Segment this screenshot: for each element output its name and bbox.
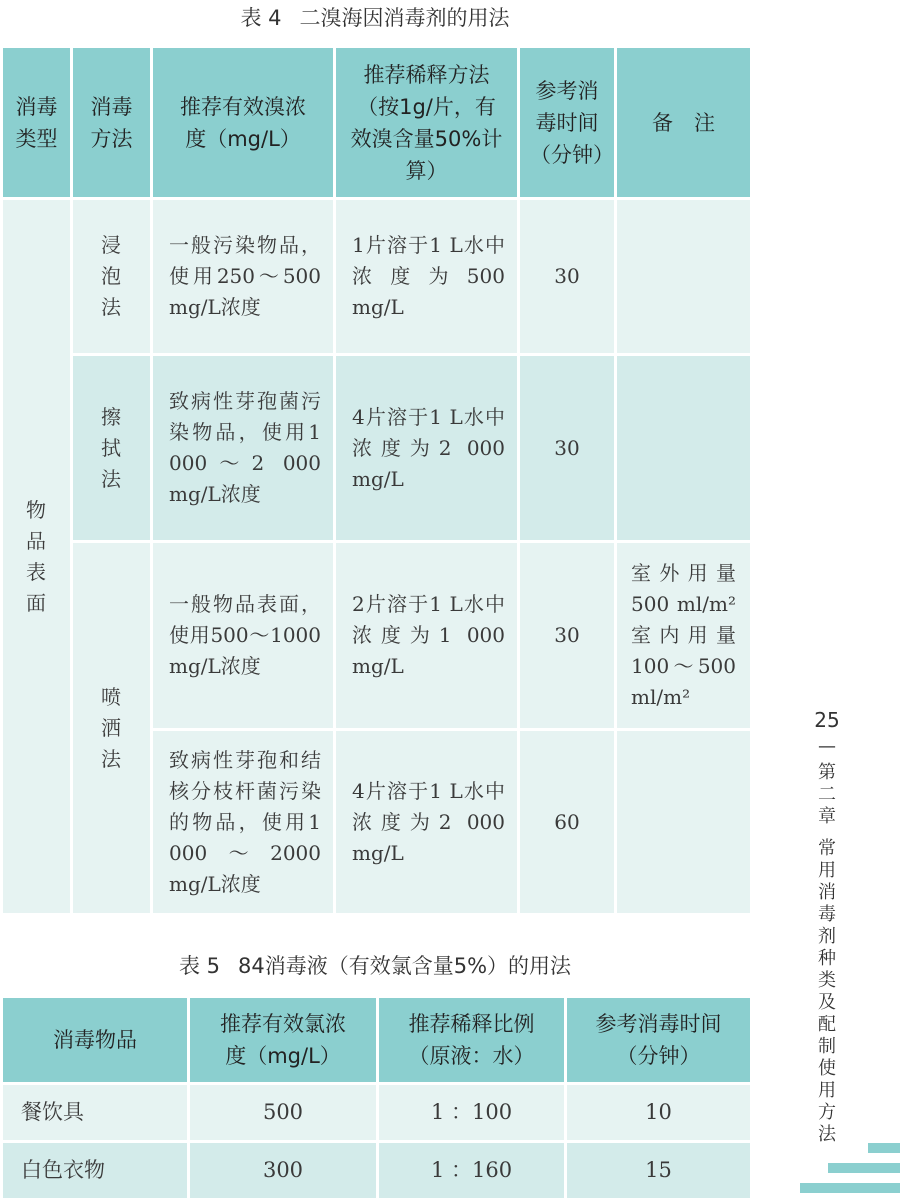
t4-row2-note [616, 355, 752, 542]
chapter-title: 常用消毒剂种类及配制使用方法 [818, 838, 836, 1145]
t4-header-note: 备 注 [616, 47, 752, 199]
t4-row4-dilution: 4片溶于1 L水中浓度为2 000 mg/L [335, 730, 519, 915]
table5-caption-title: 84消毒液（有效氯含量5%）的用法 [238, 954, 572, 978]
t4-header-dilution: 推荐稀释方法（按1g/片，有效溴含量50%计算） [335, 47, 519, 199]
t4-row3-note: 室外用量500 ml/m²室内用量100～500 ml/m² [616, 542, 752, 730]
page-number: 25 [814, 708, 840, 732]
table4-caption [0, 2, 750, 32]
t4-row4-time: 60 [519, 730, 616, 915]
t4-row1-time: 30 [519, 199, 616, 355]
t4-row1-dilution: 1片溶于1 L水中浓度为500 mg/L [335, 199, 519, 355]
t4-method-spray: 喷洒法 [72, 542, 152, 915]
t5-row2-item: 白色衣物 [2, 1142, 189, 1200]
t4-header-method: 消毒方法 [72, 47, 152, 199]
sidebar-dash: — [818, 736, 836, 757]
t4-row3-dilution: 2片溶于1 L水中浓度为1 000 mg/L [335, 542, 519, 730]
t4-row2-conc: 致病性芽孢菌污染物品，使用1 000～2 000 mg/L浓度 [152, 355, 335, 542]
t4-row4-note [616, 730, 752, 915]
t5-row1-ratio: 1 ：100 [378, 1084, 566, 1142]
t5-row2-time: 15 [566, 1142, 752, 1200]
t5-header-concentration: 推荐有效氯浓度（mg/L） [189, 997, 378, 1084]
t5-row1-conc: 500 [189, 1084, 378, 1142]
table5-caption-number: 表 5 [178, 954, 220, 978]
t4-method-wipe: 擦拭法 [72, 355, 152, 542]
t4-row3-time: 30 [519, 542, 616, 730]
t5-row1-item: 餐饮具 [2, 1084, 189, 1142]
table5 [0, 995, 753, 1201]
t5-header-ratio: 推荐稀释比例（原液：水） [378, 997, 566, 1084]
decorative-bar-1 [868, 1143, 900, 1153]
t5-header-item: 消毒物品 [2, 997, 189, 1084]
page-sidebar [812, 708, 842, 1146]
t5-row2-conc: 300 [189, 1142, 378, 1200]
t4-row2-time: 30 [519, 355, 616, 542]
t4-row1-note [616, 199, 752, 355]
table4-caption-number: 表 4 [240, 6, 282, 30]
t4-row1-conc: 一般污染物品，使用250～500 mg/L浓度 [152, 199, 335, 355]
table4 [0, 45, 753, 916]
decorative-bar-2 [828, 1163, 900, 1173]
table4-caption-title: 二溴海因消毒剂的用法 [299, 6, 510, 30]
chapter-label: 第二章 [818, 762, 836, 827]
t4-type-cell: 物品表面 [2, 199, 72, 915]
t4-header-time: 参考消毒时间（分钟） [519, 47, 616, 199]
t5-row1-time: 10 [566, 1084, 752, 1142]
t5-row2-ratio: 1 ：160 [378, 1142, 566, 1200]
t4-row3-conc: 一般物品表面，使用500～1000 mg/L浓度 [152, 542, 335, 730]
t4-row4-conc: 致病性芽孢和结核分枝杆菌污染的物品，使用1 000～2000 mg/L浓度 [152, 730, 335, 915]
t5-header-time: 参考消毒时间（分钟） [566, 997, 752, 1084]
t4-row2-dilution: 4片溶于1 L水中浓度为2 000 mg/L [335, 355, 519, 542]
table5-caption [0, 950, 750, 980]
t4-method-soak: 浸泡法 [72, 199, 152, 355]
decorative-bar-3 [800, 1183, 900, 1193]
t4-header-concentration: 推荐有效溴浓度（mg/L） [152, 47, 335, 199]
t4-header-type: 消毒类型 [2, 47, 72, 199]
